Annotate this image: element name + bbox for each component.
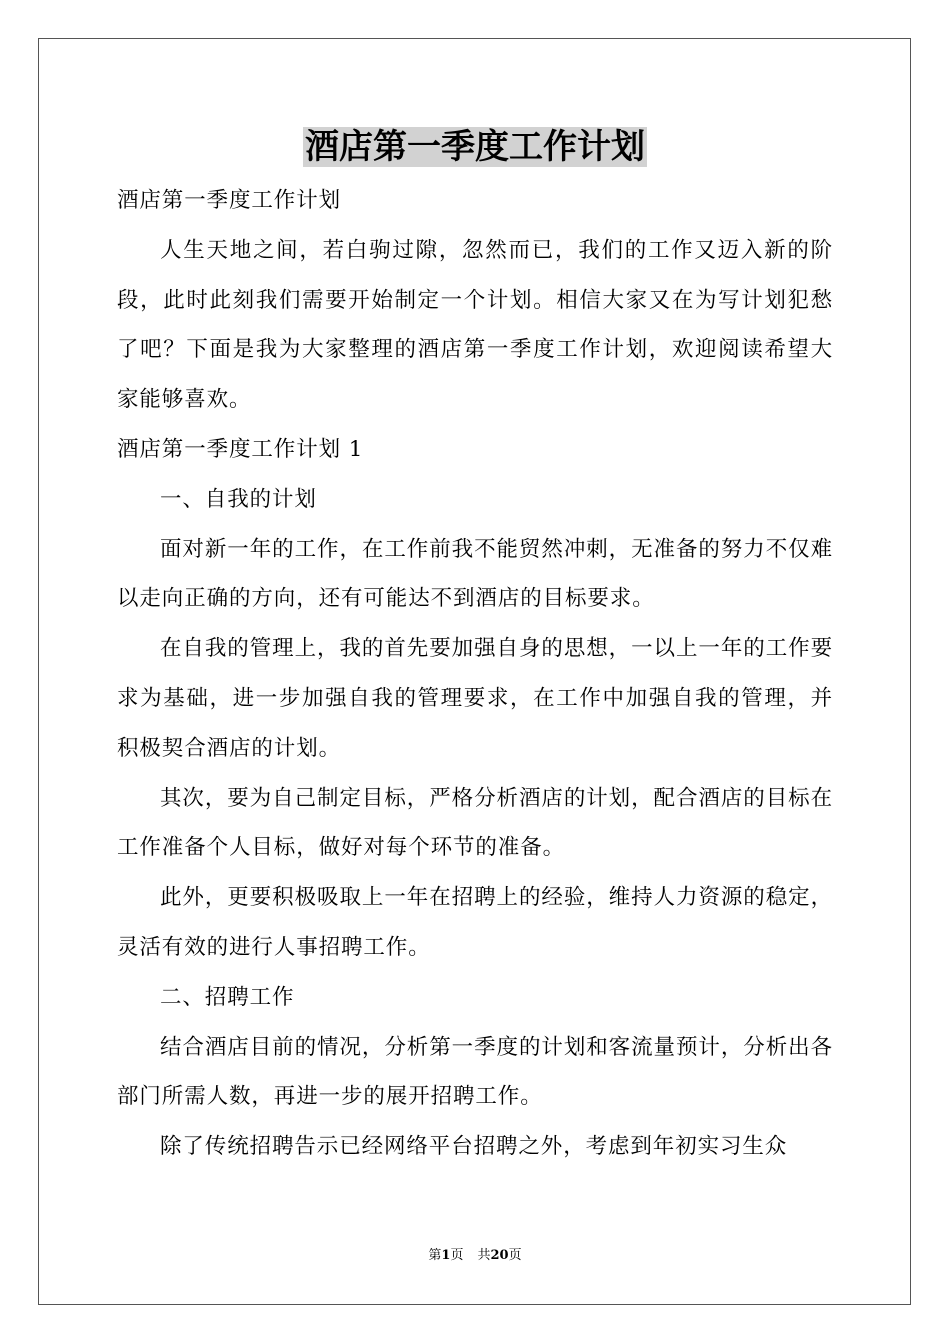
page-total: 20	[490, 1248, 509, 1263]
document-title-text: 酒店第一季度工作计划	[305, 127, 645, 167]
section-title: 酒店第一季度工作计划 1	[117, 436, 364, 462]
paragraph: 在自我的管理上，我的首先要加强自身的思想，一以上一年的工作要求为基础，进一步加强自我的管理要求，在工作中加强自我的管理，并积极契合酒店的计划。	[117, 636, 833, 761]
intro-paragraph: 人生天地之间，若白驹过隙，忽然而已，我们的工作又迈入新的阶段，此时此刻我们需要开始制定一个计划。相信大家又在为写计划犯愁了吧？下面是我为大家整理的酒店第一季度工作计划，欢迎阅读希望大家能够喜欢。	[117, 237, 833, 413]
paragraph: 其次，要为自己制定目标，严格分析酒店的计划，配合酒店的目标在工作准备个人目标，做好对每个环节的准备。	[117, 785, 833, 861]
page-unit: 页	[450, 1248, 464, 1263]
page-footer	[0, 1246, 950, 1266]
paragraph: 结合酒店目前的情况，分析第一季度的计划和客流量预计，分析出各部门所需人数，再进一步的展开招聘工作。	[117, 1034, 833, 1110]
heading-recruitment: 二、招聘工作	[160, 984, 295, 1010]
total-prefix: 共	[477, 1248, 491, 1263]
page-prefix: 第	[428, 1248, 442, 1263]
paragraph: 除了传统招聘告示已经网络平台招聘之外，考虑到年初实习生众	[160, 1134, 788, 1160]
paragraph: 此外，更要积极吸取上一年在招聘上的经验，维持人力资源的稳定，灵活有效的进行人事招聘工作。	[117, 885, 833, 960]
paragraph: 面对新一年的工作，在工作前我不能贸然冲刺，无准备的努力不仅难以走向正确的方向，还有可能达不到酒店的目标要求。	[117, 536, 833, 612]
total-unit: 页	[508, 1248, 522, 1263]
document-subtitle: 酒店第一季度工作计划	[117, 188, 342, 213]
document-title	[0, 124, 950, 170]
document-body	[117, 176, 833, 1172]
heading-self-plan: 一、自我的计划	[160, 486, 317, 512]
page-current: 1	[441, 1248, 451, 1263]
